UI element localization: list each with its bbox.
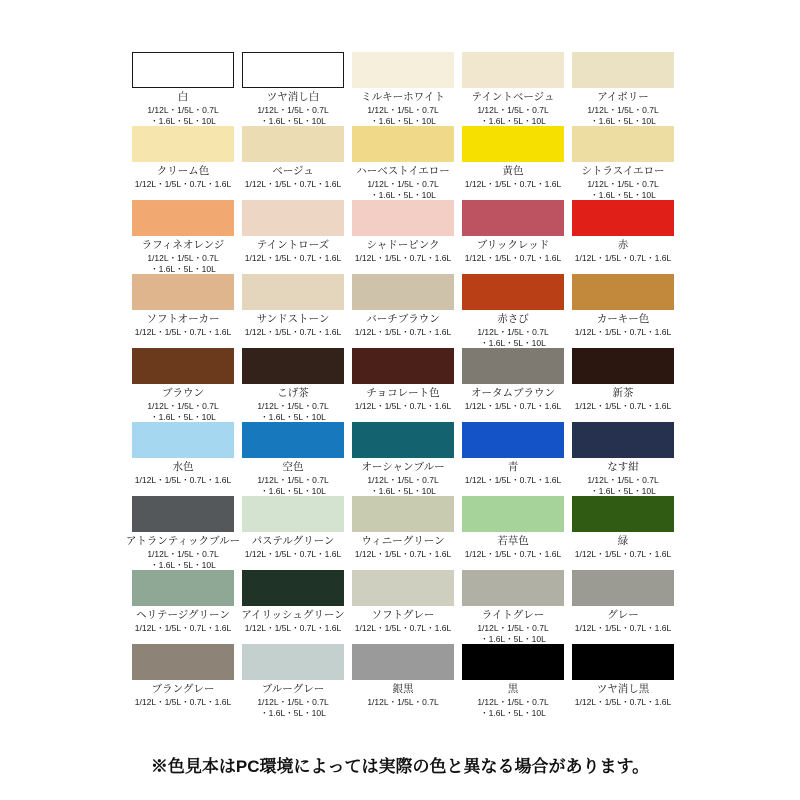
color-sizes bbox=[477, 327, 548, 348]
color-name: なす紺 bbox=[607, 461, 639, 473]
color-swatch-item[interactable] bbox=[128, 200, 238, 274]
color-swatch-item[interactable] bbox=[348, 200, 458, 274]
size-line: 1/12L・1/5L・0.7L・1.6L bbox=[134, 475, 232, 485]
size-line: ・1.6L・5L・10L bbox=[260, 485, 326, 496]
size-line: ・1.6L・5L・10L bbox=[480, 707, 546, 718]
color-name: 銀黒 bbox=[392, 683, 414, 695]
swatch-row bbox=[128, 200, 680, 274]
swatch-row bbox=[128, 126, 680, 200]
swatch-row bbox=[128, 348, 680, 422]
color-name: シャドーピンク bbox=[366, 239, 440, 251]
size-line: 1/12L・1/5L・0.7L bbox=[367, 179, 439, 189]
color-swatch[interactable] bbox=[242, 422, 344, 458]
color-name: 赤 bbox=[617, 239, 629, 251]
color-swatch[interactable] bbox=[352, 644, 454, 680]
swatch-grid bbox=[125, 52, 680, 718]
color-name: バーチブラウン bbox=[366, 313, 440, 325]
size-line: ・1.6L・5L・10L bbox=[480, 633, 546, 644]
color-swatch-item[interactable] bbox=[348, 126, 458, 200]
color-name: チョコレート色 bbox=[366, 387, 440, 399]
size-line: ・1.6L・5L・10L bbox=[370, 485, 436, 496]
color-swatch[interactable] bbox=[352, 274, 454, 310]
color-swatch-item[interactable] bbox=[458, 52, 568, 126]
color-name: パステルグリーン bbox=[251, 535, 335, 547]
size-line: 1/12L・1/5L・0.7L・1.6L bbox=[134, 623, 232, 633]
color-swatch-item[interactable] bbox=[348, 496, 458, 570]
color-name: オータムブラウン bbox=[471, 387, 555, 399]
size-line: 1/12L・1/5L・0.7L・1.6L bbox=[244, 253, 342, 263]
swatch-row bbox=[128, 274, 680, 348]
size-line: 1/12L・1/5L・0.7L・1.6L bbox=[464, 475, 562, 485]
color-sizes bbox=[245, 549, 341, 560]
size-line: ・1.6L・5L・10L bbox=[150, 411, 216, 422]
color-name: こげ茶 bbox=[277, 387, 309, 399]
color-swatch-item[interactable] bbox=[238, 52, 348, 126]
color-swatch-item[interactable] bbox=[458, 274, 568, 348]
color-swatch-item[interactable] bbox=[238, 200, 348, 274]
color-swatch[interactable] bbox=[352, 496, 454, 532]
size-line: 1/12L・1/5L・0.7L・1.6L bbox=[464, 549, 562, 559]
color-name: ソフトオーカー bbox=[146, 313, 220, 325]
color-sizes bbox=[355, 327, 451, 338]
color-swatch-item[interactable] bbox=[238, 496, 348, 570]
color-sizes bbox=[575, 401, 671, 412]
size-line: 1/12L・1/5L・0.7L・1.6L bbox=[354, 253, 452, 263]
color-sizes bbox=[477, 697, 548, 718]
size-line: 1/12L・1/5L・0.7L bbox=[257, 105, 329, 115]
color-swatch-item[interactable] bbox=[458, 348, 568, 422]
color-name: ツヤ消し白 bbox=[266, 91, 320, 103]
color-swatch[interactable] bbox=[132, 496, 234, 532]
size-line: 1/12L・1/5L・0.7L・1.6L bbox=[354, 401, 452, 411]
color-name: アイボリー bbox=[597, 91, 649, 103]
color-name: 新茶 bbox=[612, 387, 634, 399]
color-sizes bbox=[135, 475, 231, 486]
size-line: 1/12L・1/5L・0.7L・1.6L bbox=[354, 549, 452, 559]
color-swatch[interactable] bbox=[242, 348, 344, 384]
color-swatch-item[interactable] bbox=[348, 422, 458, 496]
color-swatch-item[interactable] bbox=[458, 200, 568, 274]
color-swatch[interactable] bbox=[572, 274, 674, 310]
size-line: 1/12L・1/5L・0.7L・1.6L bbox=[574, 697, 672, 707]
color-name: 赤さび bbox=[497, 313, 529, 325]
size-line: 1/12L・1/5L・0.7L・1.6L bbox=[464, 253, 562, 263]
size-line: 1/12L・1/5L・0.7L bbox=[257, 475, 329, 485]
color-swatch-item[interactable] bbox=[568, 422, 678, 496]
color-sizes bbox=[575, 697, 671, 708]
size-line: ・1.6L・5L・10L bbox=[590, 485, 656, 496]
size-line: 1/12L・1/5L・0.7L・1.6L bbox=[244, 549, 342, 559]
color-swatch[interactable] bbox=[462, 496, 564, 532]
color-sizes bbox=[135, 327, 231, 338]
color-sizes bbox=[355, 549, 451, 560]
color-swatch-item[interactable] bbox=[348, 274, 458, 348]
color-name: ライトグレー bbox=[481, 609, 545, 621]
color-swatch[interactable] bbox=[132, 274, 234, 310]
color-swatch-item[interactable] bbox=[458, 126, 568, 200]
color-swatch[interactable] bbox=[572, 496, 674, 532]
color-name: 空色 bbox=[282, 461, 304, 473]
color-swatch[interactable] bbox=[242, 52, 344, 88]
color-swatch-item[interactable] bbox=[568, 126, 678, 200]
color-sizes bbox=[257, 697, 328, 718]
color-swatch[interactable] bbox=[242, 644, 344, 680]
color-swatch-item[interactable] bbox=[128, 126, 238, 200]
size-line: 1/12L・1/5L・0.7L・1.6L bbox=[134, 179, 232, 189]
color-sizes bbox=[367, 105, 438, 126]
color-name: ベージュ bbox=[272, 165, 314, 177]
color-sizes bbox=[135, 179, 231, 190]
size-line: 1/12L・1/5L・0.7L bbox=[477, 697, 549, 707]
color-name: 若草色 bbox=[497, 535, 529, 547]
color-swatch-item[interactable] bbox=[458, 644, 568, 718]
size-line: 1/12L・1/5L・0.7L bbox=[367, 697, 439, 707]
size-line: ・1.6L・5L・10L bbox=[370, 189, 436, 200]
color-sizes bbox=[367, 179, 438, 200]
size-line: ・1.6L・5L・10L bbox=[260, 707, 326, 718]
size-line: 1/12L・1/5L・0.7L bbox=[257, 697, 329, 707]
swatch-row bbox=[128, 422, 680, 496]
color-name: アイリッシュグリーン bbox=[241, 609, 345, 621]
color-swatch-item[interactable] bbox=[458, 570, 568, 644]
color-swatch[interactable] bbox=[572, 200, 674, 236]
color-swatch[interactable] bbox=[132, 644, 234, 680]
color-swatch-item[interactable] bbox=[238, 126, 348, 200]
color-sizes bbox=[465, 253, 561, 264]
size-line: 1/12L・1/5L・0.7L・1.6L bbox=[354, 623, 452, 633]
color-sizes bbox=[135, 623, 231, 634]
size-line: 1/12L・1/5L・0.7L bbox=[587, 179, 659, 189]
color-sizes bbox=[245, 179, 341, 190]
color-swatch[interactable] bbox=[352, 570, 454, 606]
color-sizes bbox=[575, 327, 671, 338]
color-swatch[interactable] bbox=[132, 200, 234, 236]
color-swatch-item[interactable] bbox=[128, 422, 238, 496]
color-swatch-item[interactable] bbox=[125, 496, 241, 570]
color-swatch[interactable] bbox=[572, 422, 674, 458]
color-name: ブラウン bbox=[162, 387, 204, 399]
color-sizes bbox=[477, 623, 548, 644]
color-name: 緑 bbox=[617, 535, 629, 547]
color-swatch[interactable] bbox=[352, 52, 454, 88]
color-sizes bbox=[147, 253, 218, 274]
size-line: 1/12L・1/5L・0.7L・1.6L bbox=[574, 253, 672, 263]
color-swatch[interactable] bbox=[462, 644, 564, 680]
color-swatch-item[interactable] bbox=[238, 348, 348, 422]
color-swatch[interactable] bbox=[242, 274, 344, 310]
color-swatch-item[interactable] bbox=[128, 52, 238, 126]
color-swatch[interactable] bbox=[132, 52, 234, 88]
color-swatch-item[interactable] bbox=[238, 274, 348, 348]
size-line: 1/12L・1/5L・0.7L・1.6L bbox=[464, 179, 562, 189]
color-swatch[interactable] bbox=[242, 496, 344, 532]
color-swatch-item[interactable] bbox=[348, 348, 458, 422]
color-name: ハーベストイエロー bbox=[356, 165, 450, 177]
swatch-row bbox=[125, 496, 680, 570]
color-swatch[interactable] bbox=[242, 570, 344, 606]
size-line: ・1.6L・5L・10L bbox=[150, 263, 216, 274]
color-swatch-item[interactable] bbox=[568, 570, 678, 644]
color-name: カーキー色 bbox=[596, 313, 650, 325]
color-swatch[interactable] bbox=[352, 348, 454, 384]
color-name: アトランティックブルー bbox=[125, 535, 241, 547]
size-line: 1/12L・1/5L・0.7L・1.6L bbox=[244, 327, 342, 337]
color-swatch-item[interactable] bbox=[458, 496, 568, 570]
color-sizes bbox=[575, 623, 671, 634]
size-line: 1/12L・1/5L・0.7L bbox=[257, 401, 329, 411]
color-sizes bbox=[135, 697, 231, 708]
size-line: 1/12L・1/5L・0.7L bbox=[147, 401, 219, 411]
size-line: 1/12L・1/5L・0.7L・1.6L bbox=[464, 401, 562, 411]
color-name: グレー bbox=[607, 609, 639, 621]
color-sizes bbox=[587, 475, 658, 496]
color-sizes bbox=[245, 623, 341, 634]
color-swatch[interactable] bbox=[242, 200, 344, 236]
color-swatch-item[interactable] bbox=[568, 348, 678, 422]
color-swatch-item[interactable] bbox=[568, 274, 678, 348]
color-swatch[interactable] bbox=[132, 126, 234, 162]
color-swatch[interactable] bbox=[352, 126, 454, 162]
color-swatch-item[interactable] bbox=[128, 570, 238, 644]
size-line: 1/12L・1/5L・0.7L・1.6L bbox=[574, 401, 672, 411]
color-sizes bbox=[147, 401, 218, 422]
color-swatch-item[interactable] bbox=[128, 274, 238, 348]
size-line: ・1.6L・5L・10L bbox=[370, 115, 436, 126]
color-sizes bbox=[367, 475, 438, 496]
color-swatch-item[interactable] bbox=[128, 644, 238, 718]
color-name: クリーム色 bbox=[156, 165, 210, 177]
color-sizes bbox=[245, 327, 341, 338]
color-swatch[interactable] bbox=[132, 570, 234, 606]
footnote-text: ※色見本はPC環境によっては実際の色と異なる場合があります。 bbox=[150, 757, 650, 776]
size-line: ・1.6L・5L・10L bbox=[260, 411, 326, 422]
color-swatch-item[interactable] bbox=[458, 422, 568, 496]
color-swatch-item[interactable] bbox=[238, 422, 348, 496]
color-sizes bbox=[465, 179, 561, 190]
color-name: シトラスイエロー bbox=[581, 165, 665, 177]
color-swatch[interactable] bbox=[132, 422, 234, 458]
color-swatch-item[interactable] bbox=[568, 52, 678, 126]
color-swatch[interactable] bbox=[572, 644, 674, 680]
color-sizes bbox=[575, 549, 671, 560]
color-sizes bbox=[477, 105, 548, 126]
size-line: 1/12L・1/5L・0.7L bbox=[477, 105, 549, 115]
size-line: 1/12L・1/5L・0.7L・1.6L bbox=[574, 327, 672, 337]
color-name: ソフトグレー bbox=[371, 609, 435, 621]
swatch-row bbox=[128, 644, 680, 718]
color-swatch[interactable] bbox=[242, 126, 344, 162]
color-swatch[interactable] bbox=[462, 274, 564, 310]
color-swatch[interactable] bbox=[352, 200, 454, 236]
color-sizes bbox=[257, 475, 328, 496]
color-swatch[interactable] bbox=[572, 570, 674, 606]
color-name: ブルーグレー bbox=[261, 683, 325, 695]
size-line: 1/12L・1/5L・0.7L・1.6L bbox=[574, 623, 672, 633]
color-swatch-item[interactable] bbox=[348, 570, 458, 644]
color-name: 青 bbox=[507, 461, 519, 473]
size-line: ・1.6L・5L・10L bbox=[150, 115, 216, 126]
swatch-row bbox=[128, 570, 680, 644]
color-swatch[interactable] bbox=[462, 348, 564, 384]
color-sizes bbox=[355, 623, 451, 634]
color-swatch[interactable] bbox=[132, 348, 234, 384]
color-swatch-item[interactable] bbox=[568, 496, 678, 570]
color-swatch[interactable] bbox=[462, 126, 564, 162]
size-line: 1/12L・1/5L・0.7L・1.6L bbox=[244, 623, 342, 633]
color-name: ブリックレッド bbox=[476, 239, 550, 251]
color-sizes bbox=[575, 253, 671, 264]
color-sizes bbox=[355, 401, 451, 412]
color-sizes bbox=[147, 549, 218, 570]
color-swatch[interactable] bbox=[572, 52, 674, 88]
color-swatch[interactable] bbox=[572, 126, 674, 162]
color-name: ヘリテージグリーン bbox=[136, 609, 230, 621]
color-sizes bbox=[465, 475, 561, 486]
swatch-row bbox=[128, 52, 680, 126]
color-swatch-item[interactable] bbox=[238, 570, 348, 644]
color-sizes bbox=[587, 179, 658, 200]
color-swatch[interactable] bbox=[462, 52, 564, 88]
size-line: 1/12L・1/5L・0.7L bbox=[147, 253, 219, 263]
color-sizes bbox=[355, 253, 451, 264]
color-name: 水色 bbox=[172, 461, 194, 473]
color-sizes bbox=[257, 105, 328, 126]
size-line: ・1.6L・5L・10L bbox=[480, 337, 546, 348]
size-line: 1/12L・1/5L・0.7L・1.6L bbox=[354, 327, 452, 337]
size-line: 1/12L・1/5L・0.7L bbox=[587, 475, 659, 485]
size-line: ・1.6L・5L・10L bbox=[590, 189, 656, 200]
size-line: 1/12L・1/5L・0.7L bbox=[147, 549, 219, 559]
color-swatch-item[interactable] bbox=[348, 644, 458, 718]
size-line: ・1.6L・5L・10L bbox=[480, 115, 546, 126]
size-line: 1/12L・1/5L・0.7L bbox=[367, 105, 439, 115]
color-name: サンドストーン bbox=[256, 313, 330, 325]
color-swatch-item[interactable] bbox=[128, 348, 238, 422]
color-name: 黒 bbox=[507, 683, 519, 695]
color-name: ウィニーグリーン bbox=[361, 535, 445, 547]
color-name: テイントローズ bbox=[256, 239, 330, 251]
size-line: 1/12L・1/5L・0.7L bbox=[477, 327, 549, 337]
size-line: 1/12L・1/5L・0.7L・1.6L bbox=[574, 549, 672, 559]
color-name: ラフィネオレンジ bbox=[141, 239, 225, 251]
color-swatch[interactable] bbox=[352, 422, 454, 458]
size-line: 1/12L・1/5L・0.7L bbox=[147, 105, 219, 115]
size-line: 1/12L・1/5L・0.7L bbox=[587, 105, 659, 115]
color-name: ミルキーホワイト bbox=[361, 91, 445, 103]
color-swatch[interactable] bbox=[462, 570, 564, 606]
color-name: 黄色 bbox=[502, 165, 524, 177]
color-swatch-item[interactable] bbox=[568, 644, 678, 718]
color-sizes bbox=[147, 105, 218, 126]
color-name: 白 bbox=[177, 91, 189, 103]
color-sizes bbox=[245, 253, 341, 264]
color-sizes bbox=[465, 401, 561, 412]
size-line: 1/12L・1/5L・0.7L・1.6L bbox=[134, 327, 232, 337]
color-sizes bbox=[587, 105, 658, 126]
size-line: 1/12L・1/5L・0.7L・1.6L bbox=[244, 179, 342, 189]
color-swatch-item[interactable] bbox=[238, 644, 348, 718]
color-sizes bbox=[257, 401, 328, 422]
size-line: ・1.6L・5L・10L bbox=[590, 115, 656, 126]
color-name: テイントベージュ bbox=[471, 91, 555, 103]
color-sizes bbox=[465, 549, 561, 560]
color-swatch[interactable] bbox=[462, 422, 564, 458]
size-line: 1/12L・1/5L・0.7L bbox=[477, 623, 549, 633]
size-line: ・1.6L・5L・10L bbox=[260, 115, 326, 126]
size-line: 1/12L・1/5L・0.7L bbox=[367, 475, 439, 485]
color-swatch[interactable] bbox=[462, 200, 564, 236]
color-name: ブラングレー bbox=[151, 683, 215, 695]
color-name: ツヤ消し黒 bbox=[596, 683, 650, 695]
color-swatch[interactable] bbox=[572, 348, 674, 384]
size-line: 1/12L・1/5L・0.7L・1.6L bbox=[134, 697, 232, 707]
color-swatch-item[interactable] bbox=[348, 52, 458, 126]
color-swatch-item[interactable] bbox=[568, 200, 678, 274]
size-line: ・1.6L・5L・10L bbox=[150, 559, 216, 570]
color-sizes bbox=[367, 697, 438, 708]
color-name: オーシャンブルー bbox=[361, 461, 445, 473]
